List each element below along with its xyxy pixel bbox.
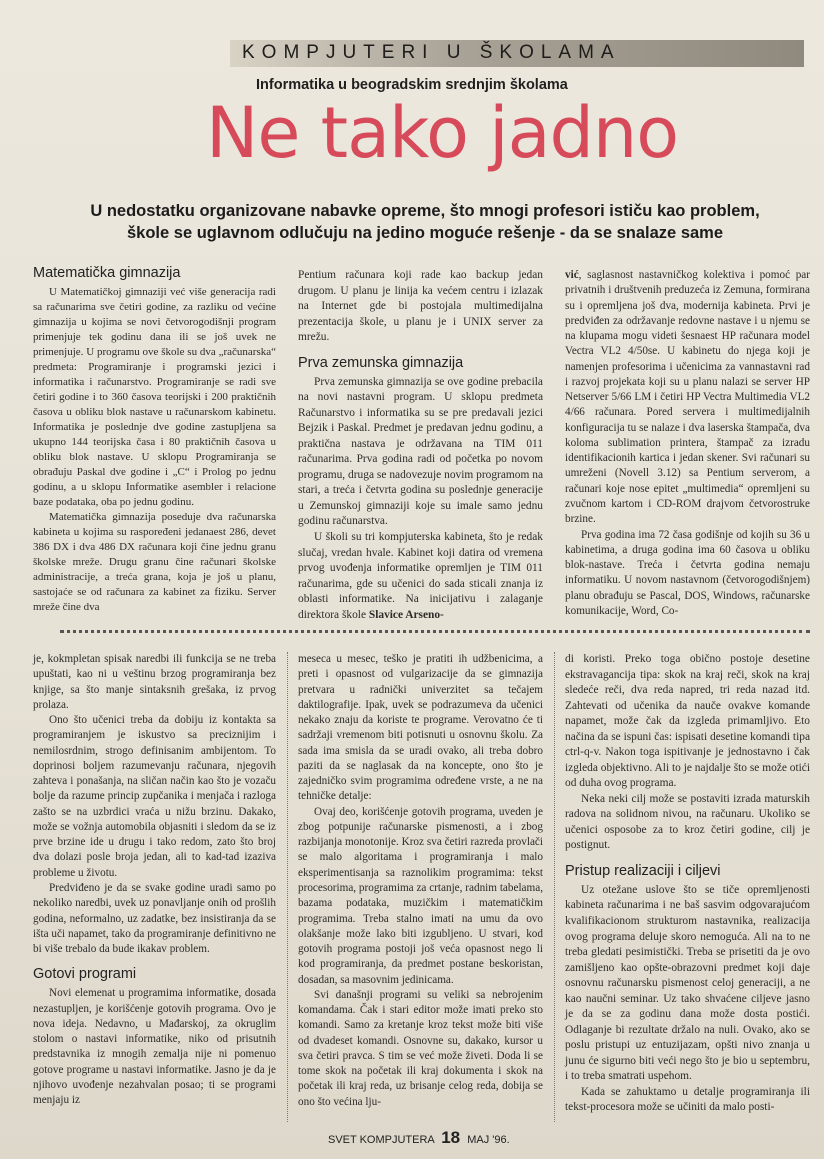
paragraph: Uz otežane uslove što se tiče opremljenosti kabineta računarima i ne baš sasvim odgovarajućom kvalifikacionom strukturom nastavnika, realizacija ovog programa deluje skoro nemoguća. Ali na to ne treba gledati pesimistički. Treba se prisetiti da je ovo zamišljeno kao opšte-obrazovni predmet koji daje osnovnu računarsku pismenost celoj generaciji, a ne kao naučni seminar. Uz tako shvaćene ciljeve jasno je da se za godinu dana može dosta postići. Odlaganje bi rezultate držalo na nuli. Ovako, ako se poslu pristupi uz entuzijazam, opšti nivo znanja u junu će sigurno biti veći nego što je bio u septembru, i to treba smatrati uspehom. bbox=[565, 883, 810, 1083]
lead-line-2: škole se uglavnom odlučuju na jedino moguće rešenje - da se snalaze same bbox=[126, 224, 724, 242]
column-3 bbox=[565, 268, 810, 619]
article-lead bbox=[40, 200, 810, 244]
highlighted-name: vić bbox=[565, 269, 579, 281]
column-4 bbox=[33, 652, 276, 1108]
paragraph: Ono što učenici treba da dobiju iz kontakta sa programiranjem je iskustvo sa preciznijim i nemilosrdnim, strogo definisanim ambijentom. To doprinosi boljem razumevanju računara, njegovih zahteva i ponašanja, na sličan način kao što je vozaču bolje da razume princip zupčanika i menjača i razloga zašto se na uzbrdici vraća u nižu brzinu. Dakako, može se vožnja automobila objasniti i sledom da se iz prve brzine ide u drugu i tako redom, zato što broj dva dolazi posle broja jedan, ali to kad-tad izaziva probleme u životu. bbox=[33, 714, 276, 879]
paragraph bbox=[298, 530, 543, 623]
paragraph: Matematička gimnazija poseduje dva računarska kabineta u kojima su raspoređeni jedanaest 286, devet 386 DX i dva 486 DX računara koji čine jednu granu školske mreže. Drugu granu čine računari školske administracije, a treća grana, koja je još u planu, sastojaće se od računara za kabinet za fiziku. Server mreže čine dva bbox=[33, 510, 276, 613]
paragraph: Kada se zahuktamo u detalje programiranja ili tekst-procesora može se učiniti da malo posti- bbox=[565, 1085, 810, 1114]
paragraph: Ovaj deo, korišćenje gotovih programa, uveden je zbog potpunije računarske pismenosti, a i zbog razbijanja monotonije. Kroz sva četiri razreda provlači se malo algoritama i programiranja i malo eksperimentisanja sa raznolikim programima: tekst procesorima, programima za crtanje, radnim tabelama, bazama podataka, muzičkim i matematičkim programima. Treba stalno imati na umu da ovo olakšanje može lako biti izgubljeno. U stvari, kod gotovih programa postoji još veća opasnost nego li kod programiranja, da predmet postane beskoristan, dosadan, sa masovnim jedinicama. bbox=[298, 805, 543, 986]
column-rule bbox=[287, 652, 288, 1122]
page-number: 18 bbox=[441, 1128, 461, 1147]
paragraph: Prva godina ima 72 časa godišnje od kojih su 36 u kabinetima, a druga godina ima 60 časova u obliku blok-nastave. Treća i četvrta godina nemaju informatiku. U novom nastavnom (četvorogodišnjem) planu obrađuju se Pascal, DOS, Windows, računarske komunikacije, Word, Co- bbox=[565, 528, 810, 617]
paragraph: Pentium računara koji rade kao backup jedan drugom. U planu je linija ka većem centru i izlazak na Internet gde bi postojala multimedijalna prezentacija škole, u planu je i UNIX server za mrežu. bbox=[298, 269, 543, 344]
column-1 bbox=[33, 264, 276, 615]
page-footer bbox=[328, 1128, 510, 1148]
paragraph: U Matematičkoj gimnaziji već više generacija radi sa računarima sve četiri godine, za razliku od većine gimnazija u kojima se novi četvorogodišnji program primenjuje tek godinu dana ili se još uvek ne primenjuje. U programu ove škole su dva „računarska“ predmeta: Programiranje i programski jezici i informatika i računarstvo. Programiranje se radi sve četiri godine i to 360 časova teorijski i 200 praktičnih časova u obliku blok nastave u računarskom kabinetu. Informatika je poslednje dve godine zastupljena sa ukupno 144 teorijska časa i 80 praktičnih časova u obliku blok nastave. U sklopu Programiranja se obrađuju Paskal dve godine i „C“ i Prolog po jednu godinu, a u sklopu Informatike asembler i relacione baze podataka, oba po jednu godinu. bbox=[33, 286, 276, 508]
section-divider bbox=[60, 630, 810, 633]
column-5 bbox=[298, 652, 543, 1110]
column-6 bbox=[565, 652, 810, 1116]
issue-date: MAJ '96. bbox=[467, 1134, 510, 1146]
column-rule bbox=[554, 652, 555, 1122]
section-heading: Pristup realizaciji i ciljevi bbox=[565, 862, 721, 879]
section-heading: Matematička gimnazija bbox=[33, 265, 181, 281]
paragraph-text: , saglasnost nastavničkog kolektiva i pomoć par privatnih i društvenih preduzeća iz Zemuna, formirana su i opremljena još dva, modernija kabineta. Prvi je predviđen za održavanje redovne nastave i u njemu se na klupama mogu videti šesnaest HP računara model Vectra VL2 4/50se. U kabinetu do njega koji je namenjen profesorima i učenicima za vannastavni rad i razvoj projekata koji su u planu nalazi se server HP Netserver 5/66 LM i četiri HP Vectra Multimedia VL2 4/66 računara. Pored servera i multimedijalnih konfiguracija tu se nalaze i dva laserska štampača, dva koloma sublimation printera, štampač za izradu identifikacionih kartica i jedan skener. Svi računari su umreženi (Novell 3.12) sa Pentium serverom, a računari koje nose epitet „multimedia“ opremljeni su zvučnom kartom i CD-ROM drajvom četvorostruke brzine. bbox=[565, 269, 810, 526]
section-kicker: KOMPJUTERI U ŠKOLAMA bbox=[242, 42, 621, 63]
article-title: Ne tako jadno bbox=[206, 92, 679, 174]
column-2 bbox=[298, 268, 543, 623]
paragraph bbox=[565, 268, 810, 528]
magazine-name: SVET KOMPJUTERA bbox=[328, 1134, 435, 1146]
article-subhead: Informatika u beogradskim srednjim školama bbox=[256, 77, 568, 93]
paragraph: Novi elemenat u programima informatike, dosada nezastupljen, je korišćenje gotovih programa. Ovo je nova ideja. Nedavno, u Mađarskoj, za okruglim stolom o nastavi informatike, niko od prisutnih predstavnika iz mnogih zemalja nije ni pomenuo gotove programe u nastavi informatike. Jasno je da je njihovo uvođenje nezahvalan posao; ti se programi menjaju iz bbox=[33, 987, 276, 1107]
paragraph: Svi današnji programi su veliki sa nebrojenim komandama. Čak i stari editor može imati preko sto komandi. Samo za kretanje kroz tekst može biti više od dvadeset komandi. Osnovne su, dakako, kursor u sva četiri pravca. S tim se već može živeti. Doda li se tome skok na početak ili kraj dokumenta i skok na početak ili kraj reda, uz brisanje celog reda, dobija se ono što većina lju- bbox=[298, 988, 543, 1108]
section-heading: Prva zemunska gimnazija bbox=[298, 354, 464, 371]
paragraph: je, kokmpletan spisak naredbi ili funkcija se ne treba upuštati, kao ni u veštinu brzog programiranja bez knjige, sa što manje sintaksnih grešaka, iz prvog prolaza. bbox=[33, 653, 276, 711]
paragraph-text: U školi su tri kompjuterska kabineta, što je redak slučaj, vredan hvale. Kabinet koji datira od vremena prvog uvođenja informatike opremljen je TIM 011 računarima, gde su učenici do sada sticali znanja iz oblasti informatike. Na inicijativu i zalaganje direktora škole bbox=[298, 530, 543, 621]
highlighted-name: Slavice Arseno- bbox=[368, 608, 444, 621]
paragraph: di koristi. Preko toga obično postoje desetine ekstravagancija tipa: skok na kraj reči, skok na kraj sledeće reči, dva reda napred, tri reda nazad itd. Zahtevati od učenika da nauče ovakve komande napamet, može čak da izgleda primamljivo. Eto načina da se ispuni čas: ispisati desetine komandi tipa ctrl-q-v. Nakon toga ispitivanje je jednostavno i čak izgleda objektivno. Ali to je najdalje što se može otići od duha ovog programa. bbox=[565, 653, 810, 790]
paragraph: Predviđeno je da se svake godine uradi samo po nekoliko naredbi, uvek uz ponavljanje onih od prošlih godina, neformalno, uz zadatke, bez insistiranja da se išta uči napamet, tako da programiranje definitivno ne bi više trebalo da bude ikakav problem. bbox=[33, 881, 276, 956]
paragraph: Prva zemunska gimnazija se ove godine prebacila na novi nastavni program. U sklopu predmeta Računarstvo i informatika su se pre predavali jezici Bejzik i Paskal. Predmet je predavan jednu godinu, a praktična nastava je održavana na TIM 011 računarima. Prva godina radi od početka po novom programu, druga se nadovezuje novim programom na stari, a treća i četvrta godina su poslednje generacije u Zemunskoj gimnaziji koje su imale samo jednu godinu računarstva. bbox=[298, 375, 543, 528]
lead-line-1: U nedostatku organizovane nabavke opreme, što mnogi profesori ističu kao problem, bbox=[90, 202, 760, 220]
paragraph: Neka neki cilj može se postaviti izrada maturskih radova na solidnom nivou, na računaru. Ukoliko se učenici osposobe za to kroz četiri godine, cilj je postignut. bbox=[565, 792, 810, 852]
paragraph: meseca u mesec, teško je pratiti ih udžbenicima, a preti i opasnost od vulgarizacije da se gimnazija pretvara u radnički univerzitet sa tečajem daktilografije. Ipak, uvek se podrazumeva da učenici nekako znaju da koriste te programe. Verovatno će ti sadržaji vremenom biti potisnuti u osnovnu školu. Za sada ima smisla da se uradi ovako, ali treba dobro paziti da se naglasak da na koncepte, ono što je zajedničko svim programima određene vrste, a ne na tehničke detalje: bbox=[298, 653, 543, 803]
section-heading: Gotovi programi bbox=[33, 966, 137, 983]
